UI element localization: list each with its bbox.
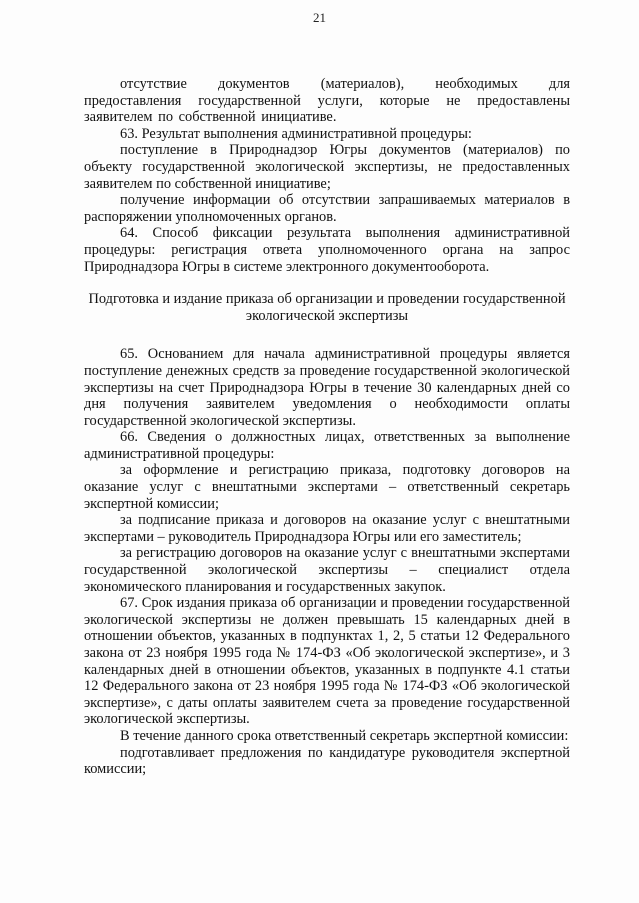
paragraph: поступление в Природнадзор Югры документов (материалов) по объекту государственной экологической экспертизы, не предоставленных заявителем по собственной инициативе; (84, 142, 570, 192)
paragraph: 67. Срок издания приказа об организации и проведении государственной экологической экспертизы не должен превышать 15 календарных дней в отношении объектов, указанных в подпунктах 1, 2, 5 статьи 12 Федерального закона от 23 ноября 1995 года № 174-ФЗ «Об экологической экспертизе», и 3 календарных дней в отношении объектов, указанных в подпункте 4.1 статьи 12 Федерального закона от 23 ноября 1995 года № 174-ФЗ «Об экологической экспертизе», с даты оплаты заявителем счета за проведение государственной экологической экспертизы. (84, 595, 570, 728)
paragraph: подготавливает предложения по кандидатуре руководителя экспертной комиссии; (84, 744, 570, 778)
paragraph: В течение данного срока ответственный секретарь экспертной комиссии: (120, 727, 569, 744)
page-number: 21 (313, 10, 326, 25)
paragraph: отсутствие документов (материалов), необходимых для предоставления государственной услуги, которые не предоставлены заявителем по собственной инициативе. (84, 76, 570, 126)
paragraph: 63. Результат выполнения административной процедуры: (120, 125, 472, 142)
paragraph: получение информации об отсутствии запрашиваемых материалов в распоряжении уполномоченных органов. (84, 192, 570, 225)
paragraph: 66. Сведения о должностных лицах, ответственных за выполнение административной процедуры: (84, 429, 570, 462)
section-heading: Подготовка и издание приказа об организации и проведении государственной экологической экспертизы (88, 291, 566, 324)
paragraph: за оформление и регистрацию приказа, подготовку договоров на оказание услуг с внештатными экспертами – ответственный секретарь экспертной комиссии; (84, 462, 570, 512)
paragraph: за регистрацию договоров на оказание услуг с внештатными экспертами государственной экологической экспертизы – специалист отдела экономического планирования и государственных закупок. (84, 545, 570, 595)
paragraph: за подписание приказа и договоров на оказание услуг с внештатными экспертами – руководитель Природнадзора Югры или его заместитель; (84, 512, 570, 545)
paragraph: 64. Способ фиксации результата выполнения административной процедуры: регистрация ответа уполномоченного органа на запрос Природнадзора Югры в системе электронного документооборота. (84, 225, 570, 275)
document-body (84, 76, 570, 778)
paragraph: 65. Основанием для начала административной процедуры является поступление денежных средств за проведение государственной экологической экспертизы на счет Природнадзора Югры в течение 30 календарных дней со дня получения заявителем уведомления о необходимости оплаты государственной экологической экспертизы. (84, 346, 570, 429)
